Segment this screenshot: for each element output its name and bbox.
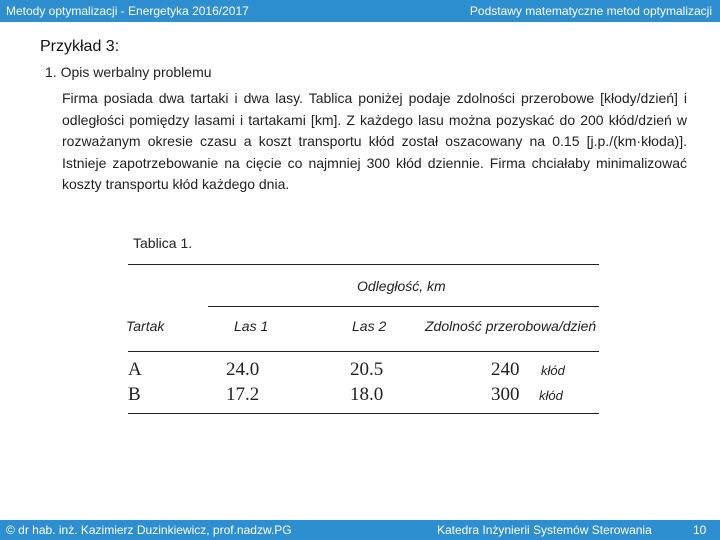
header-bar: [0, 0, 720, 22]
course-title: Metody optymalizacji - Energetyka 2016/2017: [6, 4, 249, 18]
cell-capacity: 240: [491, 359, 520, 380]
section-subtitle: 1. Opis werbalny problemu: [45, 64, 212, 80]
table-bottom-rule: [128, 413, 599, 414]
cell-las2: 20.5: [350, 359, 384, 380]
column-header-capacity: Zdolność przerobowa/dzień: [425, 318, 597, 334]
cell-unit: kłód: [539, 388, 563, 403]
cell-las1: 24.0: [226, 359, 260, 380]
cell-tartak: B: [128, 384, 141, 405]
table-caption: Tablica 1.: [133, 235, 193, 251]
cell-capacity: 300: [491, 384, 520, 405]
footer-bar: [0, 520, 720, 540]
cell-tartak: A: [128, 359, 142, 380]
example-title: Przykład 3:: [40, 38, 120, 55]
column-header-las2: Las 2: [352, 318, 387, 334]
cell-unit: kłód: [541, 363, 565, 378]
cell-las2: 18.0: [350, 384, 384, 405]
group-header-distance: Odległość, km: [357, 278, 446, 294]
footer-department: Katedra Inżynierii Systemów Sterowania: [437, 523, 652, 537]
cell-las1: 17.2: [226, 384, 260, 405]
group-header-rule: [208, 306, 599, 307]
footer-author: © dr hab. inż. Kazimierz Duzinkiewicz, prof.nadzw.PG: [6, 523, 292, 537]
table-top-rule: [128, 264, 599, 265]
problem-description: Firma posiada dwa tartaki i dwa lasy. Tablica poniżej podaje zdolności przerobowe [kłody/dzień] i odległości pomiędzy lasami i tartakami [km]. Z każdego lasu można pozyskać do 200 kłód/dzień w rozważanym okresie czasu a koszt transportu kłód został oszacowany na 0.15 [j.p./(km·kłoda)]. Istnieje zapotrzebowanie na cięcie co najmniej 300 kłód dziennie. Firma chciałaby minimalizować koszty transportu kłód każdego dnia.: [62, 90, 687, 192]
column-header-tartak: Tartak: [126, 318, 165, 334]
lecture-title: Podstawy matematyczne metod optymalizacji: [469, 4, 712, 18]
header-bottom-rule: [128, 351, 599, 352]
column-header-las1: Las 1: [234, 318, 269, 334]
page-number: 10: [693, 523, 707, 537]
